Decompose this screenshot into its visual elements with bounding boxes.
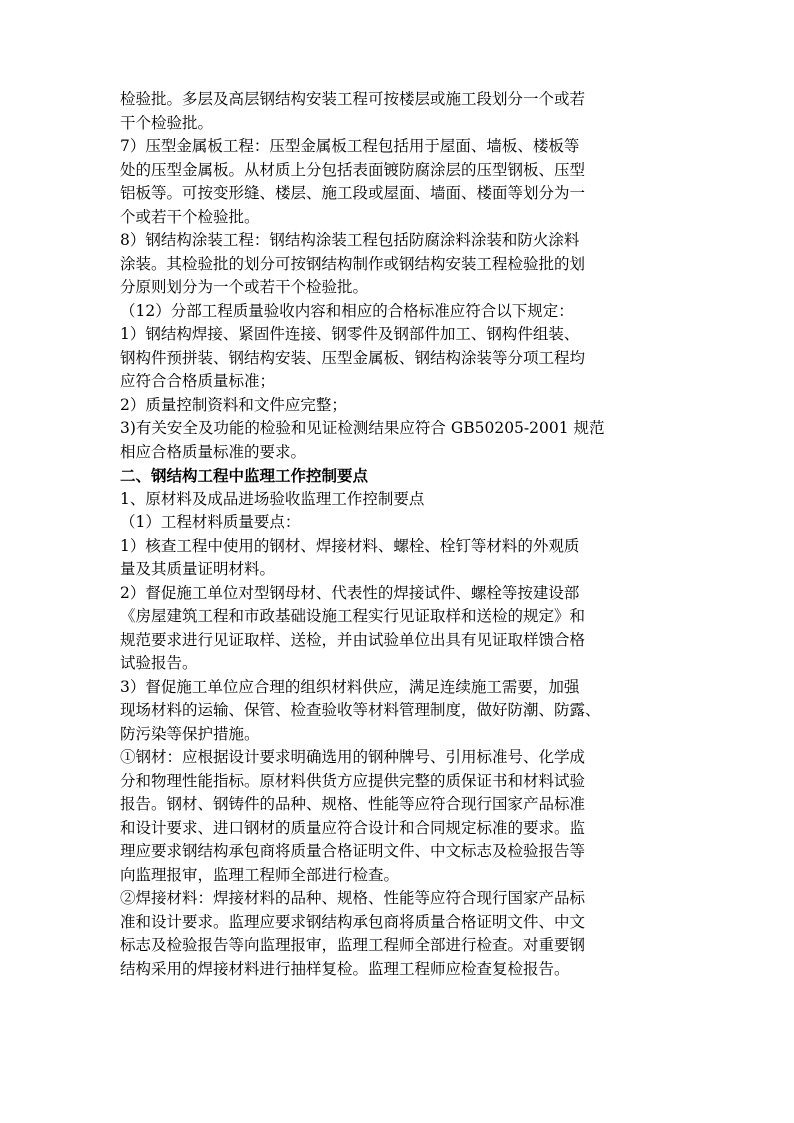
text-line: ①钢材：应根据设计要求明确选用的钢种牌号、引用标准号、化学成 (120, 748, 586, 766)
text-line: 结构采用的焊接材料进行抽样复检。监理工程师应检查复检报告。 (120, 959, 570, 978)
text-line: 量及其质量证明材料。 (120, 560, 276, 578)
text-line: 2）质量控制资料和文件应完整； (120, 395, 347, 414)
text-line: 检验批。多层及高层钢结构安装工程可按楼层或施工段划分一个或若 (120, 90, 586, 108)
text-line: 1）核查工程中使用的钢材、焊接材料、螺栓、栓钉等材料的外观质 (120, 536, 580, 555)
text-line: （1）工程材料质量要点： (120, 513, 301, 531)
text-line: 3）督促施工单位应合理的组织材料供应，满足连续施工需要，加强 (120, 677, 580, 696)
text-line: 分原则划分为一个或若干个检验批。 (120, 278, 369, 296)
text-line: 规范要求进行见证取样、送检，并由试验单位出具有见证取样馈合格 (120, 630, 586, 649)
text-line: 2）督促施工单位对型钢母材、代表性的焊接试件、螺栓等按建设部 (120, 583, 580, 602)
text-line: 处的压型金属板。从材质上分包括表面镀防腐涂层的压型钢板、压型 (120, 160, 586, 179)
text-line: 向监理报审，监理工程师全部进行检查。 (120, 865, 400, 884)
text-line: 防污染等保护措施。 (120, 724, 260, 743)
text-line: 干个检验批。 (120, 113, 214, 132)
subsection-heading: 1、原材料及成品进场验收监理工作控制要点 (120, 489, 425, 508)
text-line: 个或若干个检验批。 (120, 207, 260, 226)
text-line: 应符合合格质量标准； (120, 372, 276, 390)
text-line: 现场材料的运输、保管、检查验收等材料管理制度，做好防潮、防露、 (120, 701, 601, 719)
document-page (120, 88, 680, 981)
text-line: 7）压型金属板工程：压型金属板工程包括用于屋面、墙板、楼板等 (120, 137, 580, 155)
text-line: 相应合格质量标准的要求。 (120, 442, 307, 461)
text-line: ②焊接材料：焊接材料的品种、规格、性能等应符合现行国家产品标 (120, 889, 586, 907)
text-line: 涂装。其检验批的划分可按钢结构制作或钢结构安装工程检验批的划 (120, 254, 586, 273)
section-heading: 二、钢结构工程中监理工作控制要点 (120, 466, 369, 485)
text-line: 钢构件预拼装、钢结构安装、压型金属板、钢结构涂装等分项工程均 (120, 348, 586, 367)
text-line: 8）钢结构涂装工程：钢结构涂装工程包括防腐涂料涂装和防火涂料 (120, 231, 580, 249)
text-line: 准和设计要求。监理应要求钢结构承包商将质量合格证明文件、中文 (120, 912, 586, 931)
text-line: 理应要求钢结构承包商将质量合格证明文件、中文标志及检验报告等 (120, 842, 586, 860)
text-line: 铝板等。可按变形缝、楼层、施工段或屋面、墙面、楼面等划分为一 (120, 184, 586, 202)
text-line: 报告。钢材、钢铸件的品种、规格、性能等应符合现行国家产品标准 (120, 795, 586, 813)
text-line: 3)有关安全及功能的检验和见证检测结果应符合 GB50205-2001 规范 (120, 419, 605, 437)
text-line: 试验报告。 (120, 654, 198, 672)
text-line: 标志及检验报告等向监理报审，监理工程师全部进行检查。对重要钢 (120, 936, 586, 954)
text-line: 和设计要求、进口钢材的质量应符合设计和合同规定标准的要求。监 (120, 818, 586, 837)
text-line: 分和物理性能指标。原材料供货方应提供完整的质保证书和材料试验 (120, 771, 586, 790)
text-line: 《房屋建筑工程和市政基础设施工程实行见证取样和送检的规定》和 (120, 607, 586, 625)
text-line: （12）分部工程质量验收内容和相应的合格标准应符合以下规定： (120, 301, 574, 320)
text-line: 1）钢结构焊接、紧固件连接、钢零件及钢部件加工、钢构件组装、 (120, 325, 580, 343)
